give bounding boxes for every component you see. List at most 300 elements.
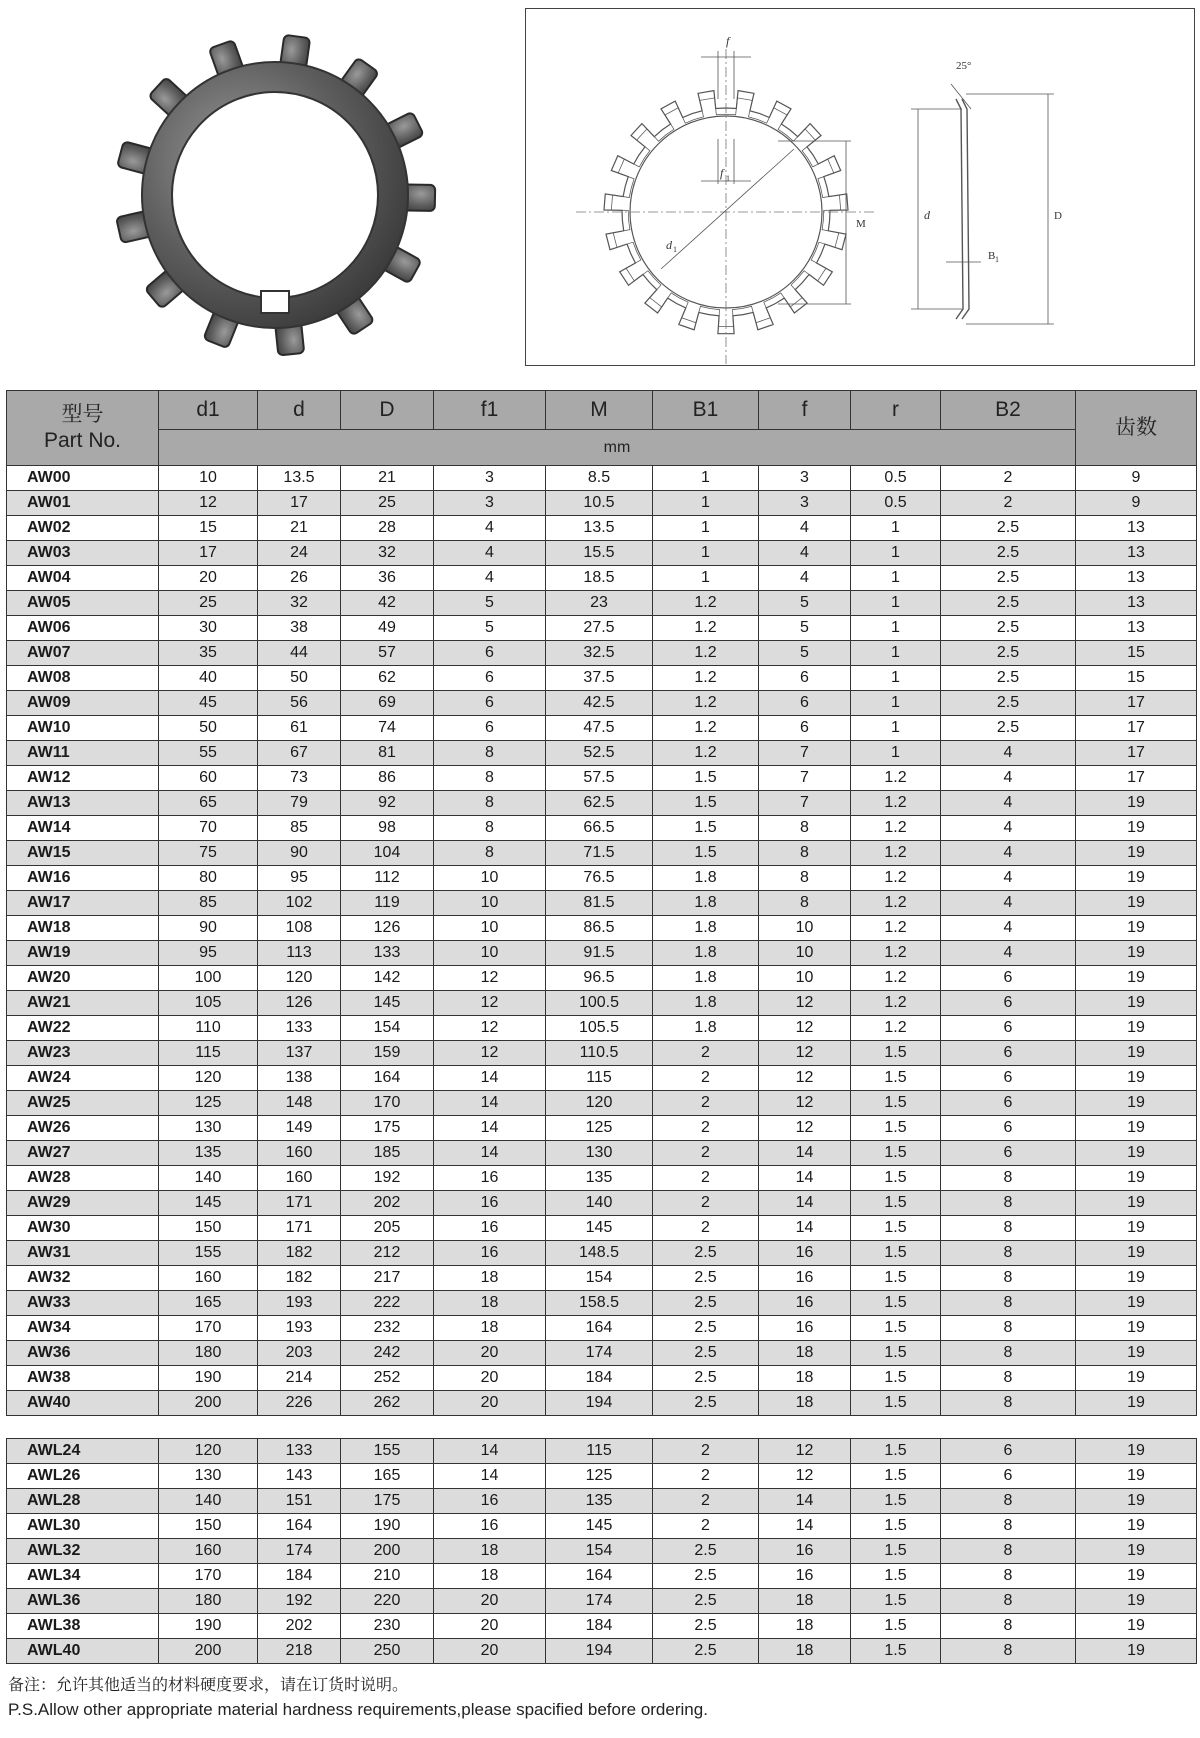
table-cell: 1 [851,741,941,766]
part-number-cell: AW21 [7,991,159,1016]
table-cell: 1.8 [653,966,759,991]
table-cell: 192 [258,1589,341,1614]
table-row [7,1216,1197,1241]
table-cell: 126 [258,991,341,1016]
table-cell: 145 [341,991,434,1016]
table-cell: 1.5 [851,1166,941,1191]
table-row [7,1614,1197,1639]
table-cell: 14 [434,1116,546,1141]
table-row [7,816,1197,841]
table-cell: 18 [434,1291,546,1316]
col-D-header: D [341,391,434,430]
table-cell: 164 [341,1066,434,1091]
table-cell: 105.5 [546,1016,653,1041]
table-cell: 18 [759,1391,851,1416]
table-cell: 2.5 [941,716,1076,741]
table-row [7,1316,1197,1341]
table-cell: 193 [258,1316,341,1341]
table-cell: 8 [759,816,851,841]
table-cell: 210 [341,1564,434,1589]
table-cell: 16 [434,1216,546,1241]
table-cell: 8 [434,816,546,841]
table-cell: 2 [653,1464,759,1489]
table-cell: 10 [434,941,546,966]
table-row [7,1241,1197,1266]
table-cell: 1.8 [653,866,759,891]
table-cell: 1 [851,541,941,566]
table-cell: 4 [941,841,1076,866]
table-cell: 135 [159,1141,258,1166]
table-cell: 20 [434,1639,546,1664]
table-cell: 200 [341,1539,434,1564]
table-cell: 19 [1076,1066,1197,1091]
table-cell: 8 [434,741,546,766]
table-cell: 1.2 [851,866,941,891]
table-cell: 19 [1076,1539,1197,1564]
table-cell: 1.5 [851,1564,941,1589]
table-cell: 1 [851,591,941,616]
part-number-cell: AW25 [7,1091,159,1116]
table-cell: 95 [258,866,341,891]
table-cell: 10 [759,966,851,991]
part-number-cell: AWL28 [7,1489,159,1514]
table-row [7,966,1197,991]
table-cell: 19 [1076,1639,1197,1664]
table-cell: 18 [434,1564,546,1589]
table-cell: 160 [258,1166,341,1191]
table-cell: 8 [941,1639,1076,1664]
part-number-cell: AW29 [7,1191,159,1216]
table-cell: 19 [1076,1316,1197,1341]
table-cell: 19 [1076,941,1197,966]
table-cell: 1.5 [851,1539,941,1564]
table-cell: 1.5 [851,1091,941,1116]
table-row [7,1341,1197,1366]
table-cell: 130 [159,1464,258,1489]
table-cell: 86 [341,766,434,791]
table-row [7,1141,1197,1166]
table-cell: 150 [159,1216,258,1241]
table-row [7,866,1197,891]
table-cell: 16 [434,1489,546,1514]
table-cell: 0.5 [851,491,941,516]
table-cell: 154 [546,1266,653,1291]
part-number-cell: AW16 [7,866,159,891]
table-cell: 20 [434,1391,546,1416]
table-cell: 16 [434,1191,546,1216]
table-row [7,741,1197,766]
label-f: f [726,34,730,48]
table-cell: 18.5 [546,566,653,591]
table-cell: 192 [341,1166,434,1191]
table-cell: 174 [546,1589,653,1614]
table-cell: 8 [434,766,546,791]
table-cell: 10 [434,866,546,891]
table-cell: 184 [258,1564,341,1589]
table-cell: 2.5 [941,516,1076,541]
table-cell: 20 [434,1614,546,1639]
table-cell: 25 [341,491,434,516]
table-cell: 81 [341,741,434,766]
part-no-header [7,391,159,466]
table-cell: 14 [759,1141,851,1166]
table-cell: 2.5 [941,691,1076,716]
table-cell: 8 [941,1614,1076,1639]
table-cell: 23 [546,591,653,616]
table-cell: 18 [434,1316,546,1341]
table-cell: 8.5 [546,466,653,491]
table-cell: 1.2 [653,741,759,766]
table-cell: 10 [434,891,546,916]
table-cell: 1 [851,516,941,541]
table-cell: 180 [159,1589,258,1614]
table-cell: 8 [941,1316,1076,1341]
table-cell: 42 [341,591,434,616]
table-cell: 86.5 [546,916,653,941]
table-cell: 19 [1076,1116,1197,1141]
table-cell: 226 [258,1391,341,1416]
table-cell: 133 [258,1439,341,1464]
table-cell: 6 [941,1439,1076,1464]
table-cell: 174 [258,1539,341,1564]
table-cell: 1.2 [851,916,941,941]
table-cell: 160 [159,1539,258,1564]
table-cell: 212 [341,1241,434,1266]
table-cell: 1.2 [653,641,759,666]
table-cell: 6 [941,991,1076,1016]
table-cell: 4 [941,741,1076,766]
table-cell: 12 [759,1439,851,1464]
table-cell: 2.5 [653,1266,759,1291]
table-cell: 232 [341,1316,434,1341]
table-cell: 1 [653,541,759,566]
table-cell: 14 [759,1166,851,1191]
table-row [7,791,1197,816]
col-M-header: M [546,391,653,430]
table-cell: 10 [434,916,546,941]
table-cell: 160 [258,1141,341,1166]
table-cell: 14 [434,1066,546,1091]
table-cell: 4 [434,516,546,541]
table-cell: 218 [258,1639,341,1664]
table-cell: 19 [1076,1166,1197,1191]
table-row [7,1489,1197,1514]
table-cell: 19 [1076,1614,1197,1639]
table-cell: 1.5 [653,841,759,866]
table-cell: 112 [341,866,434,891]
table-cell: 1.2 [851,816,941,841]
table-cell: 17 [159,541,258,566]
table-cell: 1.2 [851,891,941,916]
label-D: D [1054,210,1062,222]
table-cell: 8 [941,1266,1076,1291]
table-cell: 184 [546,1614,653,1639]
table-row [7,1439,1197,1464]
table-cell: 47.5 [546,716,653,741]
table-cell: 96.5 [546,966,653,991]
table-cell: 180 [159,1341,258,1366]
part-number-cell: AW24 [7,1066,159,1091]
table-cell: 1.5 [653,766,759,791]
table-cell: 74 [341,716,434,741]
table-cell: 20 [159,566,258,591]
table-cell: 12 [159,491,258,516]
table-cell: 42.5 [546,691,653,716]
table-cell: 10 [759,941,851,966]
table-cell: 6 [941,1141,1076,1166]
table-cell: 2.5 [653,1241,759,1266]
table-cell: 8 [434,791,546,816]
table-cell: 19 [1076,1366,1197,1391]
part-number-cell: AW28 [7,1166,159,1191]
table-cell: 1.5 [851,1116,941,1141]
table-cell: 133 [341,941,434,966]
table-cell: 170 [159,1316,258,1341]
table-cell: 3 [434,491,546,516]
table-cell: 1.5 [851,1639,941,1664]
table-cell: 4 [941,766,1076,791]
table-cell: 1 [653,491,759,516]
table-cell: 140 [159,1489,258,1514]
table-cell: 1.2 [851,941,941,966]
table-cell: 4 [941,791,1076,816]
table-row [7,516,1197,541]
table-cell: 20 [434,1341,546,1366]
table-cell: 61 [258,716,341,741]
table-cell: 2.5 [653,1291,759,1316]
table-cell: 145 [546,1514,653,1539]
part-number-cell: AW11 [7,741,159,766]
table-row [7,1366,1197,1391]
table-cell: 1.2 [851,1016,941,1041]
table-cell: 190 [159,1366,258,1391]
table-row [7,1639,1197,1664]
table-cell: 2.5 [941,591,1076,616]
col-B1-header: B1 [653,391,759,430]
table-cell: 85 [258,816,341,841]
table-cell: 8 [941,1539,1076,1564]
table-row [7,1166,1197,1191]
table-cell: 8 [759,841,851,866]
table-cell: 120 [258,966,341,991]
table-cell: 81.5 [546,891,653,916]
table-cell: 190 [159,1614,258,1639]
table-cell: 1 [653,566,759,591]
table-cell: 13 [1076,541,1197,566]
table-cell: 4 [759,516,851,541]
table-cell: 19 [1076,1439,1197,1464]
table-cell: 38 [258,616,341,641]
table-cell: 2.5 [941,666,1076,691]
table-cell: 18 [434,1539,546,1564]
table-cell: 1.5 [851,1366,941,1391]
table-cell: 1.5 [653,816,759,841]
table-cell: 2.5 [941,566,1076,591]
table-row [7,616,1197,641]
table-cell: 6 [941,1066,1076,1091]
table-cell: 13 [1076,516,1197,541]
table-cell: 1 [653,516,759,541]
table-cell: 19 [1076,1589,1197,1614]
label-d: d [924,208,930,222]
table-cell: 8 [941,1341,1076,1366]
table-cell: 5 [759,591,851,616]
part-number-cell: AW33 [7,1291,159,1316]
table-row [7,1391,1197,1416]
table-cell: 110 [159,1016,258,1041]
part-number-cell: AW19 [7,941,159,966]
table-cell: 155 [159,1241,258,1266]
table-cell: 2.5 [941,616,1076,641]
table-cell: 1 [653,466,759,491]
table-cell: 26 [258,566,341,591]
table-cell: 194 [546,1391,653,1416]
table-cell: 8 [941,1391,1076,1416]
table-cell: 19 [1076,1391,1197,1416]
table-cell: 1.5 [851,1291,941,1316]
table-cell: 36 [341,566,434,591]
table-cell: 115 [546,1439,653,1464]
part-number-cell: AW01 [7,491,159,516]
table-row [7,491,1197,516]
table-cell: 2 [653,1514,759,1539]
table-cell: 4 [434,541,546,566]
table-cell: 2.5 [941,541,1076,566]
table-cell: 104 [341,841,434,866]
table-cell: 203 [258,1341,341,1366]
part-number-cell: AW05 [7,591,159,616]
table-cell: 16 [759,1241,851,1266]
table-cell: 115 [546,1066,653,1091]
table-cell: 12 [759,1116,851,1141]
table-cell: 18 [759,1639,851,1664]
table-cell: 12 [434,1016,546,1041]
table-cell: 154 [341,1016,434,1041]
part-number-cell: AW38 [7,1366,159,1391]
table-cell: 125 [546,1116,653,1141]
label-d1-sub: 1 [673,245,677,254]
table-row [7,1191,1197,1216]
technical-drawing [525,8,1195,366]
table-cell: 12 [759,991,851,1016]
note-english: P.S.Allow other appropriate material hardness requirements,please spacified before ordering. [8,1700,708,1719]
label-d1: d [666,238,672,252]
table-cell: 155 [341,1439,434,1464]
table-cell: 8 [759,891,851,916]
table-cell: 14 [759,1216,851,1241]
table-cell: 92 [341,791,434,816]
table-cell: 193 [258,1291,341,1316]
table-row [7,716,1197,741]
table-cell: 194 [546,1639,653,1664]
table-cell: 8 [941,1564,1076,1589]
table-cell: 202 [341,1191,434,1216]
table-cell: 230 [341,1614,434,1639]
table-cell: 2.5 [653,1316,759,1341]
table-cell: 1.5 [851,1191,941,1216]
table-cell: 4 [759,566,851,591]
table-cell: 151 [258,1489,341,1514]
table-cell: 140 [159,1166,258,1191]
part-number-cell: AW27 [7,1141,159,1166]
part-number-cell: AW36 [7,1341,159,1366]
table-cell: 2 [653,1066,759,1091]
table-cell: 12 [759,1066,851,1091]
table-cell: 17 [1076,691,1197,716]
table-cell: 8 [941,1366,1076,1391]
table-row [7,566,1197,591]
table-cell: 18 [434,1266,546,1291]
table-row [7,1016,1197,1041]
table-cell: 8 [941,1514,1076,1539]
table-cell: 1.5 [851,1514,941,1539]
table-cell: 19 [1076,1291,1197,1316]
table-cell: 1.8 [653,991,759,1016]
table-cell: 1.8 [653,1016,759,1041]
table-cell: 20 [434,1366,546,1391]
table-cell: 5 [759,641,851,666]
table-cell: 19 [1076,1241,1197,1266]
table-cell: 2 [653,1116,759,1141]
table-cell: 6 [941,1091,1076,1116]
table-cell: 1.5 [851,1439,941,1464]
table-row [7,1041,1197,1066]
table-cell: 1.8 [653,916,759,941]
label-M: M [856,218,866,230]
table-cell: 1.5 [653,791,759,816]
table-row [7,1266,1197,1291]
table-cell: 57 [341,641,434,666]
col-f-header: f [759,391,851,430]
table-cell: 16 [759,1564,851,1589]
table-cell: 19 [1076,1564,1197,1589]
table-cell: 8 [941,1166,1076,1191]
table-cell: 1.5 [851,1391,941,1416]
table-cell: 1.5 [851,1464,941,1489]
label-f1-sub: 1 [726,174,730,183]
part-number-cell: AW02 [7,516,159,541]
table-cell: 2 [941,491,1076,516]
table-cell: 185 [341,1141,434,1166]
table-cell: 222 [341,1291,434,1316]
part-number-cell: AW10 [7,716,159,741]
table-cell: 16 [759,1539,851,1564]
part-number-cell: AW22 [7,1016,159,1041]
table-cell: 148.5 [546,1241,653,1266]
table-cell: 262 [341,1391,434,1416]
table-cell: 145 [546,1216,653,1241]
table-cell: 90 [258,841,341,866]
col-r-header: r [851,391,941,430]
table-cell: 2 [653,1166,759,1191]
table-cell: 8 [941,1241,1076,1266]
part-number-cell: AW12 [7,766,159,791]
part-number-cell: AW13 [7,791,159,816]
table-cell: 108 [258,916,341,941]
note-chinese: 备注：允许其他适当的材料硬度要求，请在订货时说明。 [8,1677,409,1694]
table-cell: 126 [341,916,434,941]
table-cell: 18 [759,1341,851,1366]
part-number-cell: AWL26 [7,1464,159,1489]
table-row [7,891,1197,916]
table-cell: 65 [159,791,258,816]
table-cell: 19 [1076,991,1197,1016]
table-cell: 154 [546,1539,653,1564]
table-cell: 15 [1076,666,1197,691]
table-cell: 16 [434,1514,546,1539]
table-cell: 171 [258,1191,341,1216]
table-cell: 165 [159,1291,258,1316]
